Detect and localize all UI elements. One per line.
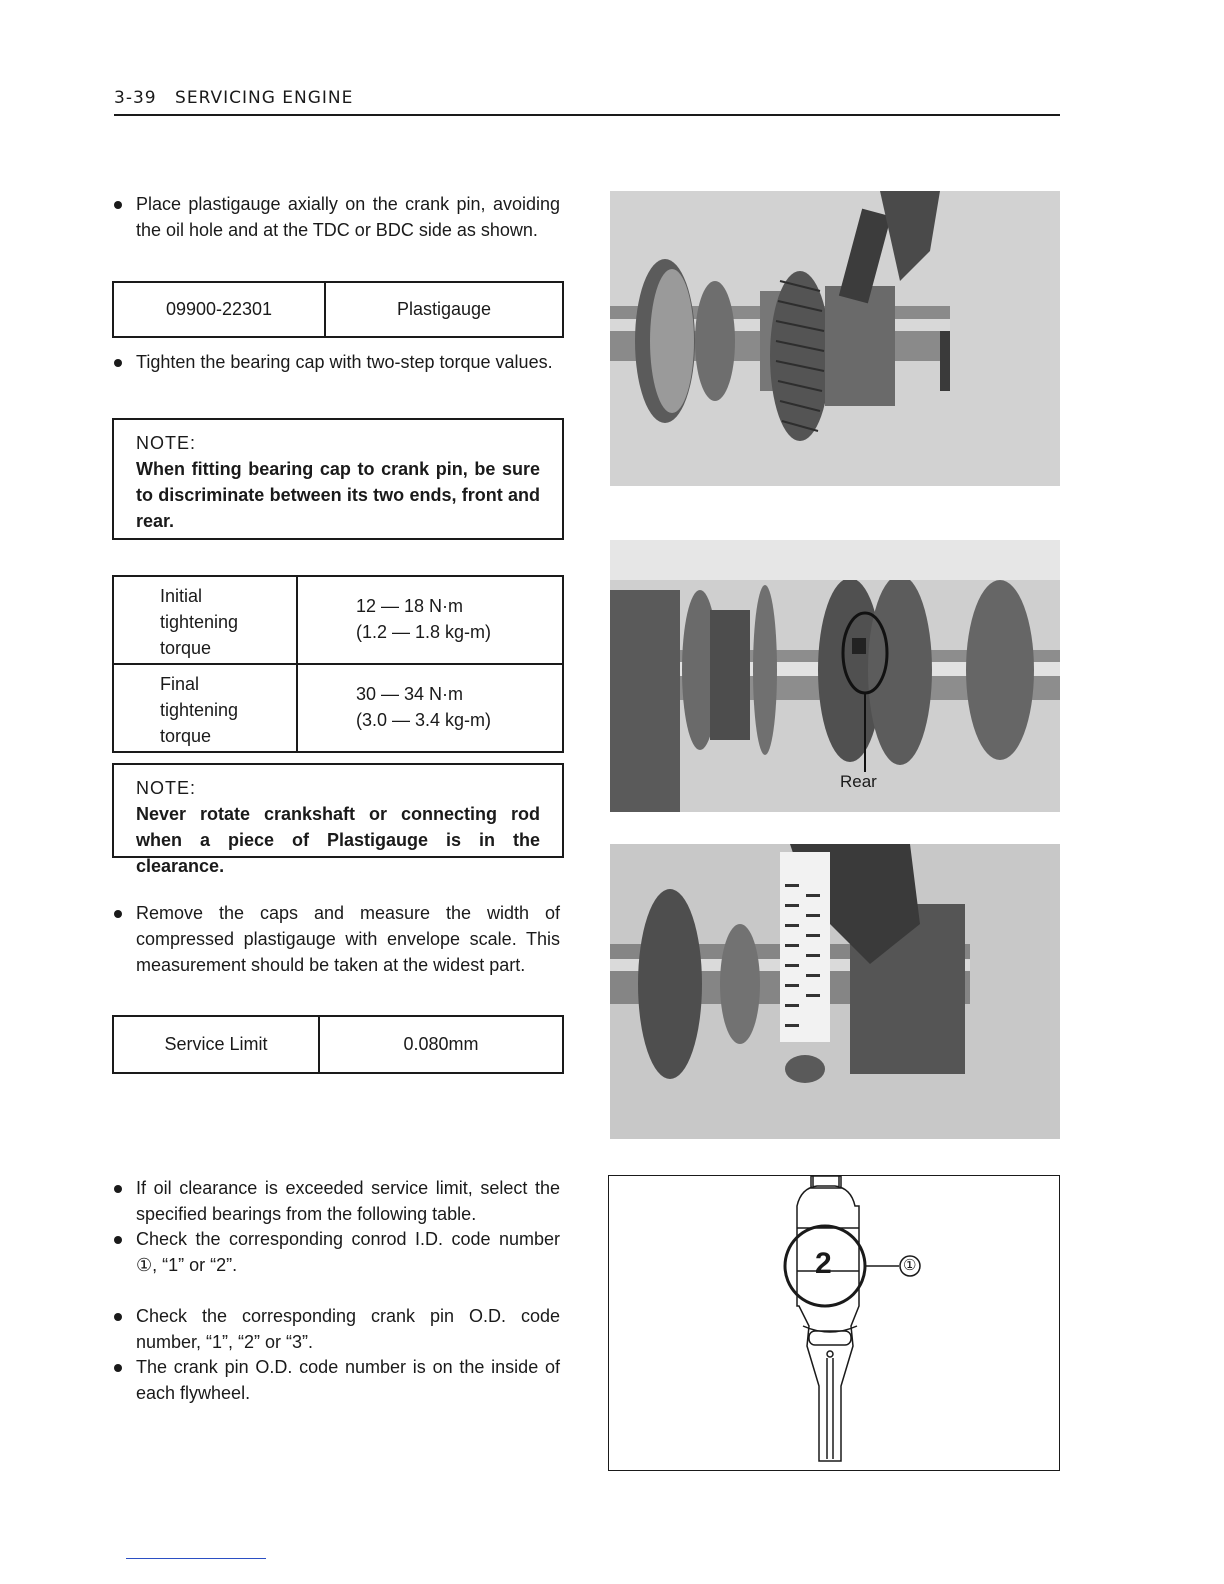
tool-table: [112, 281, 564, 338]
note-text: Never rotate crankshaft or connecting rod when a piece of Plastigauge is in the clearance.: [136, 804, 540, 876]
step-oil-clearance: If oil clearance is exceeded service limit, select the specified bearings from the following table.: [114, 1175, 560, 1227]
callout-1-label: ①: [903, 1256, 917, 1274]
torque-row-final: [114, 663, 562, 751]
torque-label: Initial tightening torque: [114, 577, 298, 663]
conrod-code-diagram: [608, 1175, 1060, 1471]
bullet-icon: [114, 910, 122, 918]
note-text: When fitting bearing cap to crank pin, be sure to discriminate between its two ends, front and rear.: [136, 459, 540, 531]
bullet-icon: [114, 1313, 122, 1321]
section-title: SERVICING ENGINE: [175, 88, 354, 108]
step-code-location: The crank pin O.D. code number is on the inside of each flywheel.: [114, 1354, 560, 1406]
page-header: [114, 88, 1060, 116]
note-title: NOTE:: [136, 778, 197, 798]
bullet-icon: [114, 1236, 122, 1244]
bullet-icon: [114, 1185, 122, 1193]
tool-name: Plastigauge: [396, 299, 492, 319]
note-box-1: [112, 418, 564, 540]
torque-value: 30 — 34 N·m (3.0 — 3.4 kg-m): [356, 684, 492, 730]
step-check-crankpin: Check the corresponding crank pin O.D. code number, “1”, “2” or “3”.: [114, 1303, 560, 1355]
photo-envelope-scale-measurement: [610, 844, 1060, 1139]
service-limit-label: Service Limit: [114, 1017, 320, 1072]
bullet-icon: [114, 1364, 122, 1372]
step-tighten-cap: Tighten the bearing cap with two-step torque values.: [114, 349, 560, 375]
service-limit-table: [112, 1015, 564, 1074]
bullet-icon: [114, 359, 122, 367]
page-number: 3-39: [114, 88, 157, 108]
conrod-code-digit: 2: [815, 1247, 832, 1280]
photo-bearing-cap-rear: [610, 540, 1060, 812]
tool-part-number: 09900-22301: [114, 283, 326, 336]
photo-plastigauge-placement: [610, 191, 1060, 486]
bullet-icon: [114, 201, 122, 209]
torque-label: Final tightening torque: [114, 665, 298, 751]
torque-table: [112, 575, 564, 753]
note-title: NOTE:: [136, 433, 197, 453]
step-remove-caps: Remove the caps and measure the width of compressed plastigauge with envelope scale. This measurement should be taken at the widest part.: [114, 900, 560, 978]
torque-row-initial: [114, 577, 562, 663]
step-place-plastigauge: Place plastigauge axially on the crank pin, avoiding the oil hole and at the TDC or BDC side as shown.: [114, 191, 560, 243]
torque-value: 12 — 18 N·m (1.2 — 1.8 kg-m): [356, 596, 492, 642]
service-limit-value: 0.080mm: [403, 1034, 479, 1054]
note-box-2: [112, 763, 564, 876]
rear-callout-label: Rear: [840, 772, 877, 791]
footer-rule: [126, 1558, 266, 1559]
step-check-conrod: Check the corresponding conrod I.D. code number ①, “1” or “2”.: [114, 1226, 560, 1278]
